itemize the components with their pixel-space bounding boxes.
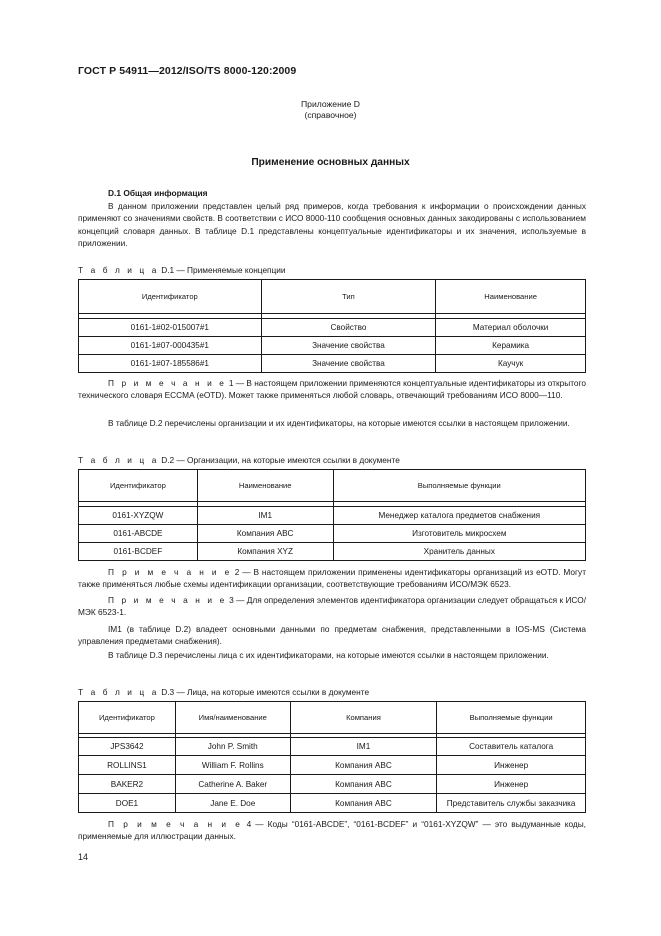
paragraph-intro: В данном приложении представлен целый ряд примеров, когда требования к информации о происхождении данных применяют со значениями свойств. В соответствии с ИСО 8000-110 сообщения основных данных закодированы с использованием концепций словаря данных. В таблице D.1 представлены концептуальные идентификаторы и их значения, используемые в приложении. [78, 201, 586, 248]
table-organizations [78, 469, 586, 561]
table-header-row [79, 470, 586, 502]
table-persons [78, 701, 586, 813]
table-cell: 0161-1#07-185586#1 [79, 355, 262, 373]
table-header-cell: Идентификатор [79, 470, 198, 502]
table-row [79, 543, 586, 561]
table1-caption [78, 265, 286, 275]
paragraph-table2-intro: В таблице D.2 перечислены организации и их идентификаторы, на которые имеются ссылки в настоящем приложении. [108, 418, 570, 428]
paragraph-table3-intro: В таблице D.3 перечислены лица с их идентификаторами, на которые имеются ссылки в настоящем приложении. [108, 650, 549, 660]
table-cell: Компания ABC [197, 525, 333, 543]
table-row [79, 775, 586, 794]
table-header-cell: Идентификатор [79, 280, 262, 314]
table-cell: Компания ABC [290, 794, 437, 813]
note-label: П р и м е ч а н и е [108, 595, 227, 605]
table-cell: John P. Smith [175, 738, 290, 756]
note-label: П р и м е ч а н и е [108, 819, 243, 829]
note-label: П р и м е ч а н и е [108, 378, 227, 388]
table-header-cell: Компания [290, 702, 437, 734]
table-header-cell: Выполняемые функции [437, 702, 586, 734]
note-text: 2 — В настоящем приложении применены идентификаторы организаций из eOTD. Могут также применяться любые схемы идентификации организации, соответствующие требованиям ИСО/МЭК 6523. [78, 567, 587, 590]
table-cell: Материал оболочки [436, 319, 586, 337]
table-header-cell: Идентификатор [79, 702, 176, 734]
table-header-cell: Имя/наименование [175, 702, 290, 734]
note-2 [78, 566, 586, 591]
table-header-row [79, 280, 586, 314]
table-header-cell: Наименование [436, 280, 586, 314]
note-text: 1 — В настоящем приложении применяются концептуальные идентификаторы из открытого технического словаря ECCMA (eOTD). Может также применяться любой словарь, отвечающий требованиям ИСО 8000—110. [78, 378, 586, 401]
table-row [79, 525, 586, 543]
table-cell: 0161-1#07-000435#1 [79, 337, 262, 355]
table-cell: 0161-1#02-015007#1 [79, 319, 262, 337]
table3-caption-text: D.3 — Лица, на которые имеются ссылки в документе [161, 687, 370, 697]
table-cell: Каучук [436, 355, 586, 373]
table-cell: Компания ABC [290, 775, 437, 794]
table-cell: Менеджер каталога предметов снабжения [333, 507, 585, 525]
appendix-label: Приложение D [301, 99, 360, 109]
page-number: 14 [78, 852, 89, 862]
table-cell: Инженер [437, 756, 586, 775]
table-cell: Изготовитель микросхем [333, 525, 585, 543]
document-header: ГОСТ Р 54911—2012/ISO/TS 8000-120:2009 [78, 65, 297, 77]
table1-caption-text: D.1 — Применяемые концепции [161, 265, 286, 275]
table-cell: IM1 [290, 738, 437, 756]
table-row [79, 756, 586, 775]
note-label: П р и м е ч а н и е [108, 567, 232, 577]
note-text: 3 — Для определения элементов идентификатора организации следует обращаться к ИСО/МЭК 6523-1. [78, 595, 587, 618]
note-1 [78, 377, 586, 402]
appendix-title: Применение основных данных [251, 157, 410, 168]
table-cell: IM1 [197, 507, 333, 525]
note-text: 4 — Коды “0161-ABCDE”, “0161-BCDEF” и “0161-XYZQW” — это выдуманные коды, применяемые для иллюстрации данных. [78, 819, 586, 842]
table3-caption-prefix: Т а б л и ц а [78, 687, 159, 697]
table-cell: 0161-BCDEF [79, 543, 198, 561]
table-cell: BAKER2 [79, 775, 176, 794]
table-cell: ROLLINS1 [79, 756, 176, 775]
table-row [79, 337, 586, 355]
table-cell: Инженер [437, 775, 586, 794]
table-cell: Значение свойства [261, 337, 436, 355]
table-row [79, 794, 586, 813]
table-row [79, 507, 586, 525]
table-cell: 0161-ABCDE [79, 525, 198, 543]
table-cell: JPS3642 [79, 738, 176, 756]
appendix-type: (справочное) [304, 110, 357, 120]
table-cell: Компания XYZ [197, 543, 333, 561]
table-cell: Компания ABC [290, 756, 437, 775]
table-row [79, 738, 586, 756]
table3-caption [78, 687, 369, 697]
table2-caption-text: D.2 — Организации, на которые имеются ссылки в документе [161, 455, 400, 465]
table2-caption [78, 455, 400, 465]
table-cell: Catherine A. Baker [175, 775, 290, 794]
table-row [79, 355, 586, 373]
table-cell: Свойство [261, 319, 436, 337]
table-cell: Составитель каталога [437, 738, 586, 756]
table-cell: Значение свойства [261, 355, 436, 373]
table2-caption-prefix: Т а б л и ц а [78, 455, 159, 465]
table-header-cell: Наименование [197, 470, 333, 502]
paragraph-im1: IM1 (в таблице D.2) владеет основными данными по предметам снабжения, представленными в IOS-MS (Система управления предметами снабжения). [78, 624, 586, 647]
table-cell: William F. Rollins [175, 756, 290, 775]
table-row [79, 319, 586, 337]
table-header-cell: Тип [261, 280, 436, 314]
section-heading: D.1 Общая информация [108, 188, 208, 198]
table-cell: Представитель службы заказчика [437, 794, 586, 813]
note-4 [78, 818, 586, 843]
table-header-cell: Выполняемые функции [333, 470, 585, 502]
table-concepts [78, 279, 586, 373]
table-cell: Хранитель данных [333, 543, 585, 561]
table-header-row [79, 702, 586, 734]
table-cell: 0161-XYZQW [79, 507, 198, 525]
note-3 [78, 594, 586, 619]
table-cell: Керамика [436, 337, 586, 355]
table-cell: DOE1 [79, 794, 176, 813]
table-cell: Jane E. Doe [175, 794, 290, 813]
table1-caption-prefix: Т а б л и ц а [78, 265, 159, 275]
